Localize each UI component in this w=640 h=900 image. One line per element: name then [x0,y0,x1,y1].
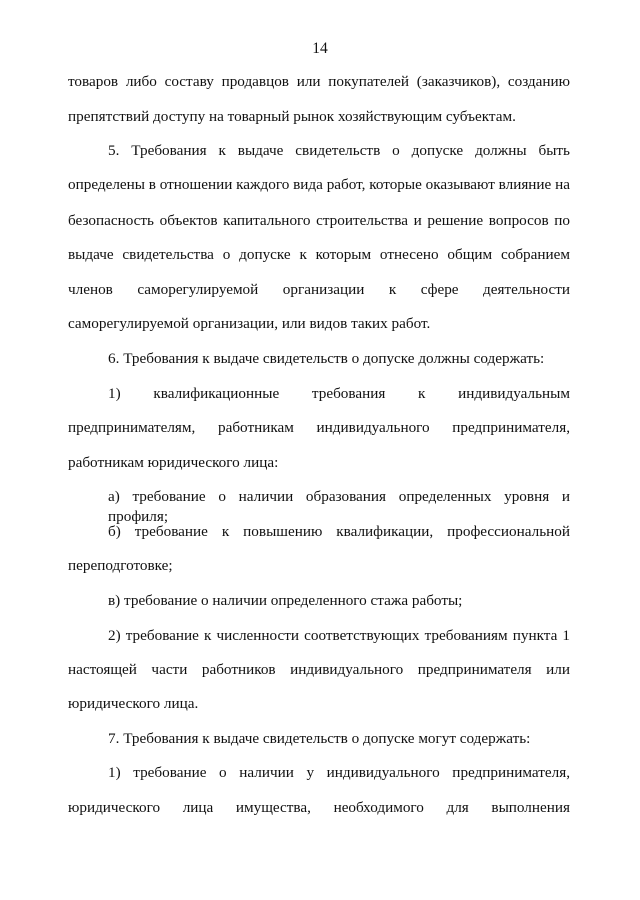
text-line: 1) требование о наличии у индивидуального предпринимателя, [108,764,570,781]
text-line: саморегулируемой организации, или видов таких работ. [68,315,431,332]
text-line: предпринимателям, работникам индивидуального предпринимателя, [68,419,570,436]
text-line: б) требование к повышению квалификации, профессиональной [108,523,570,540]
text-line: переподготовке; [68,557,173,574]
text-line: а) требование о наличии образования определенных уровня и профиля; [108,488,570,525]
text-line: настоящей части работников индивидуального предпринимателя или [68,661,570,678]
text-line: выдаче свидетельства о допуске к которым отнесено общим собранием [68,246,570,263]
text-line: юридического лица имущества, необходимого для выполнения [68,799,570,816]
text-line: товаров либо составу продавцов или покупателей (заказчиков), созданию [68,73,570,90]
text-line: в) требование о наличии определенного стажа работы; [108,592,463,609]
page-number: 14 [312,40,328,57]
text-line: определены в отношении каждого вида работ, которые оказывают влияние на [68,176,570,193]
text-line: препятствий доступу на товарный рынок хозяйствующим субъектам. [68,108,516,125]
text-line: юридического лица. [68,695,199,712]
text-line: безопасность объектов капитального строительства и решение вопросов по [68,212,570,229]
text-line: 1) квалификационные требования к индивидуальным [108,385,570,402]
text-line: работникам юридического лица: [68,454,279,471]
text-line: 6. Требования к выдаче свидетельств о допуске должны содержать: [108,350,545,367]
text-line: членов саморегулируемой организации к сфере деятельности [68,281,570,298]
text-line: 7. Требования к выдаче свидетельств о допуске могут содержать: [108,730,531,747]
text-line: 5. Требования к выдаче свидетельств о допуске должны быть [108,142,570,159]
text-line: 2) требование к численности соответствующих требованиям пункта 1 [108,627,570,644]
